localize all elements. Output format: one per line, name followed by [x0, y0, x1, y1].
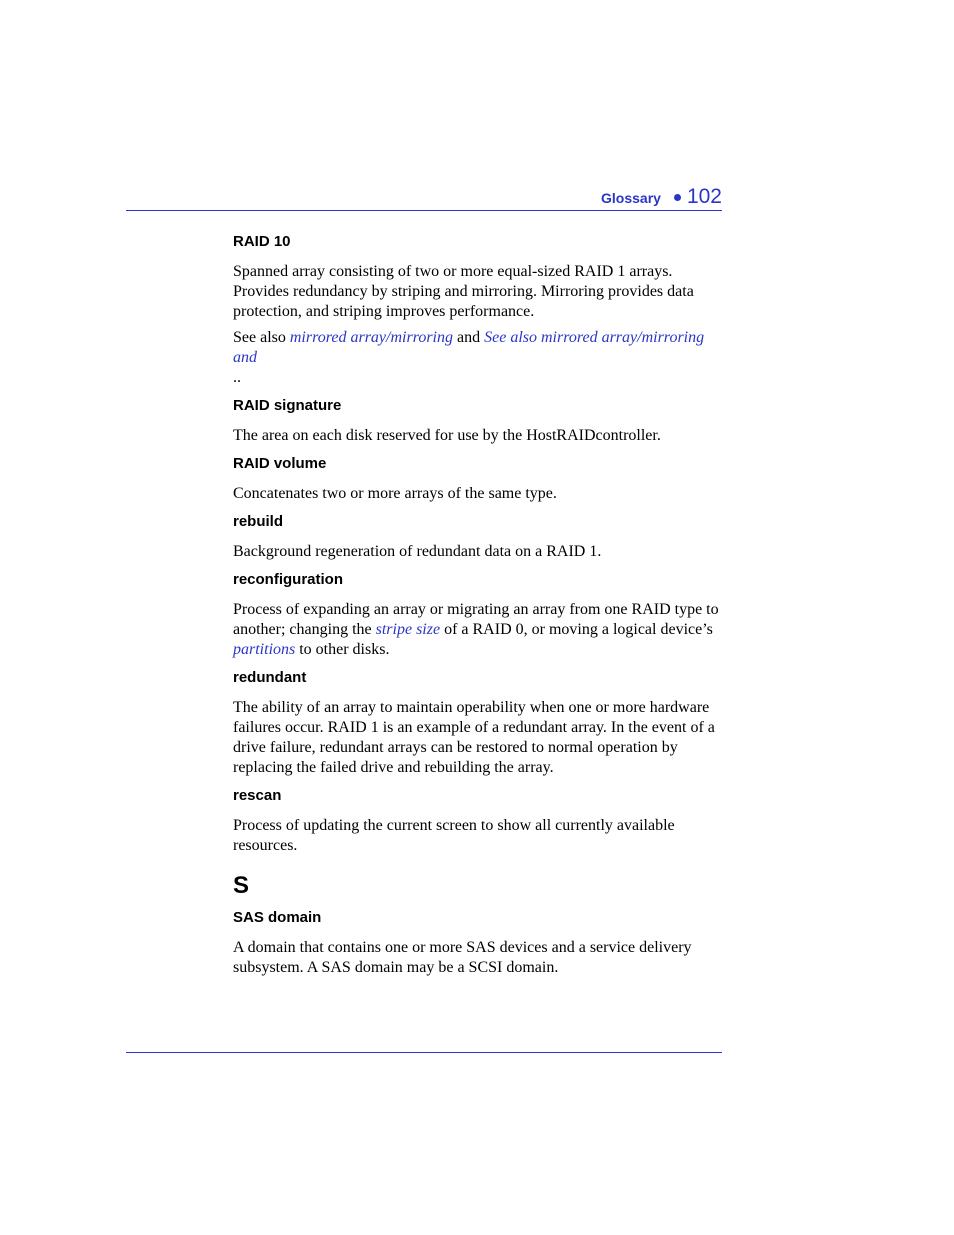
definition-sas-domain: A domain that contains one or more SAS devices and a service delivery subsystem. A SAS domain may be a SCSI domain.	[233, 939, 692, 976]
definition-rebuild: Background regeneration of redundant data on a RAID 1.	[233, 543, 602, 560]
term-sas-domain: SAS domain	[233, 909, 322, 926]
link-see-also-mirrored-array[interactable]: See also mirrored array/mirroring and	[233, 329, 705, 366]
definition-reconfiguration	[233, 600, 723, 660]
definition-rescan: Process of updating the current screen to show all currently available resources.	[233, 817, 675, 854]
term-raid-volume: RAID volume	[233, 455, 327, 472]
term-raid-10: RAID 10	[233, 233, 291, 250]
link-partitions[interactable]: partitions	[233, 641, 296, 658]
see-also-raid-10	[233, 328, 723, 388]
reconfiguration-text-2: of a RAID 0, or moving a logical device’s	[440, 621, 713, 638]
link-stripe-size[interactable]: stripe size	[375, 621, 441, 638]
term-redundant: redundant	[233, 669, 307, 686]
term-raid-signature: RAID signature	[233, 397, 342, 414]
bullet-icon	[674, 194, 681, 201]
header-content	[601, 185, 722, 209]
see-also-suffix: ..	[233, 369, 241, 386]
glossary-content	[233, 232, 723, 986]
section-letter-s: S	[233, 872, 250, 899]
reconfiguration-text-1: Process of expanding an array or migrating an array from one RAID type to another; changing the	[233, 601, 719, 638]
definition-raid-signature: The area on each disk reserved for use by the HostRAIDcontroller.	[233, 427, 661, 444]
definition-raid-volume: Concatenates two or more arrays of the same type.	[233, 485, 557, 502]
reconfiguration-text-3: to other disks.	[295, 641, 390, 658]
see-also-prefix: See also	[233, 329, 290, 346]
definition-redundant: The ability of an array to maintain operability when one or more hardware failures occur. RAID 1 is an example of a redundant array. In the event of a drive failure, redundant arrays can be restored to normal operation by replacing the failed drive and rebuilding the array.	[233, 699, 715, 776]
term-rescan: rescan	[233, 787, 282, 804]
link-mirrored-array[interactable]: mirrored array/mirroring	[289, 329, 453, 346]
page-header	[126, 182, 722, 211]
see-also-and: and	[453, 329, 485, 346]
page-number: 102	[686, 185, 722, 208]
footer-rule	[126, 1052, 722, 1053]
header-section-title: Glossary	[601, 190, 661, 206]
term-reconfiguration: reconfiguration	[233, 571, 344, 588]
definition-raid-10: Spanned array consisting of two or more equal-sized RAID 1 arrays. Provides redundancy by striping and mirroring. Mirroring provides data protection, and striping improves performance.	[233, 263, 694, 320]
term-rebuild: rebuild	[233, 513, 284, 530]
